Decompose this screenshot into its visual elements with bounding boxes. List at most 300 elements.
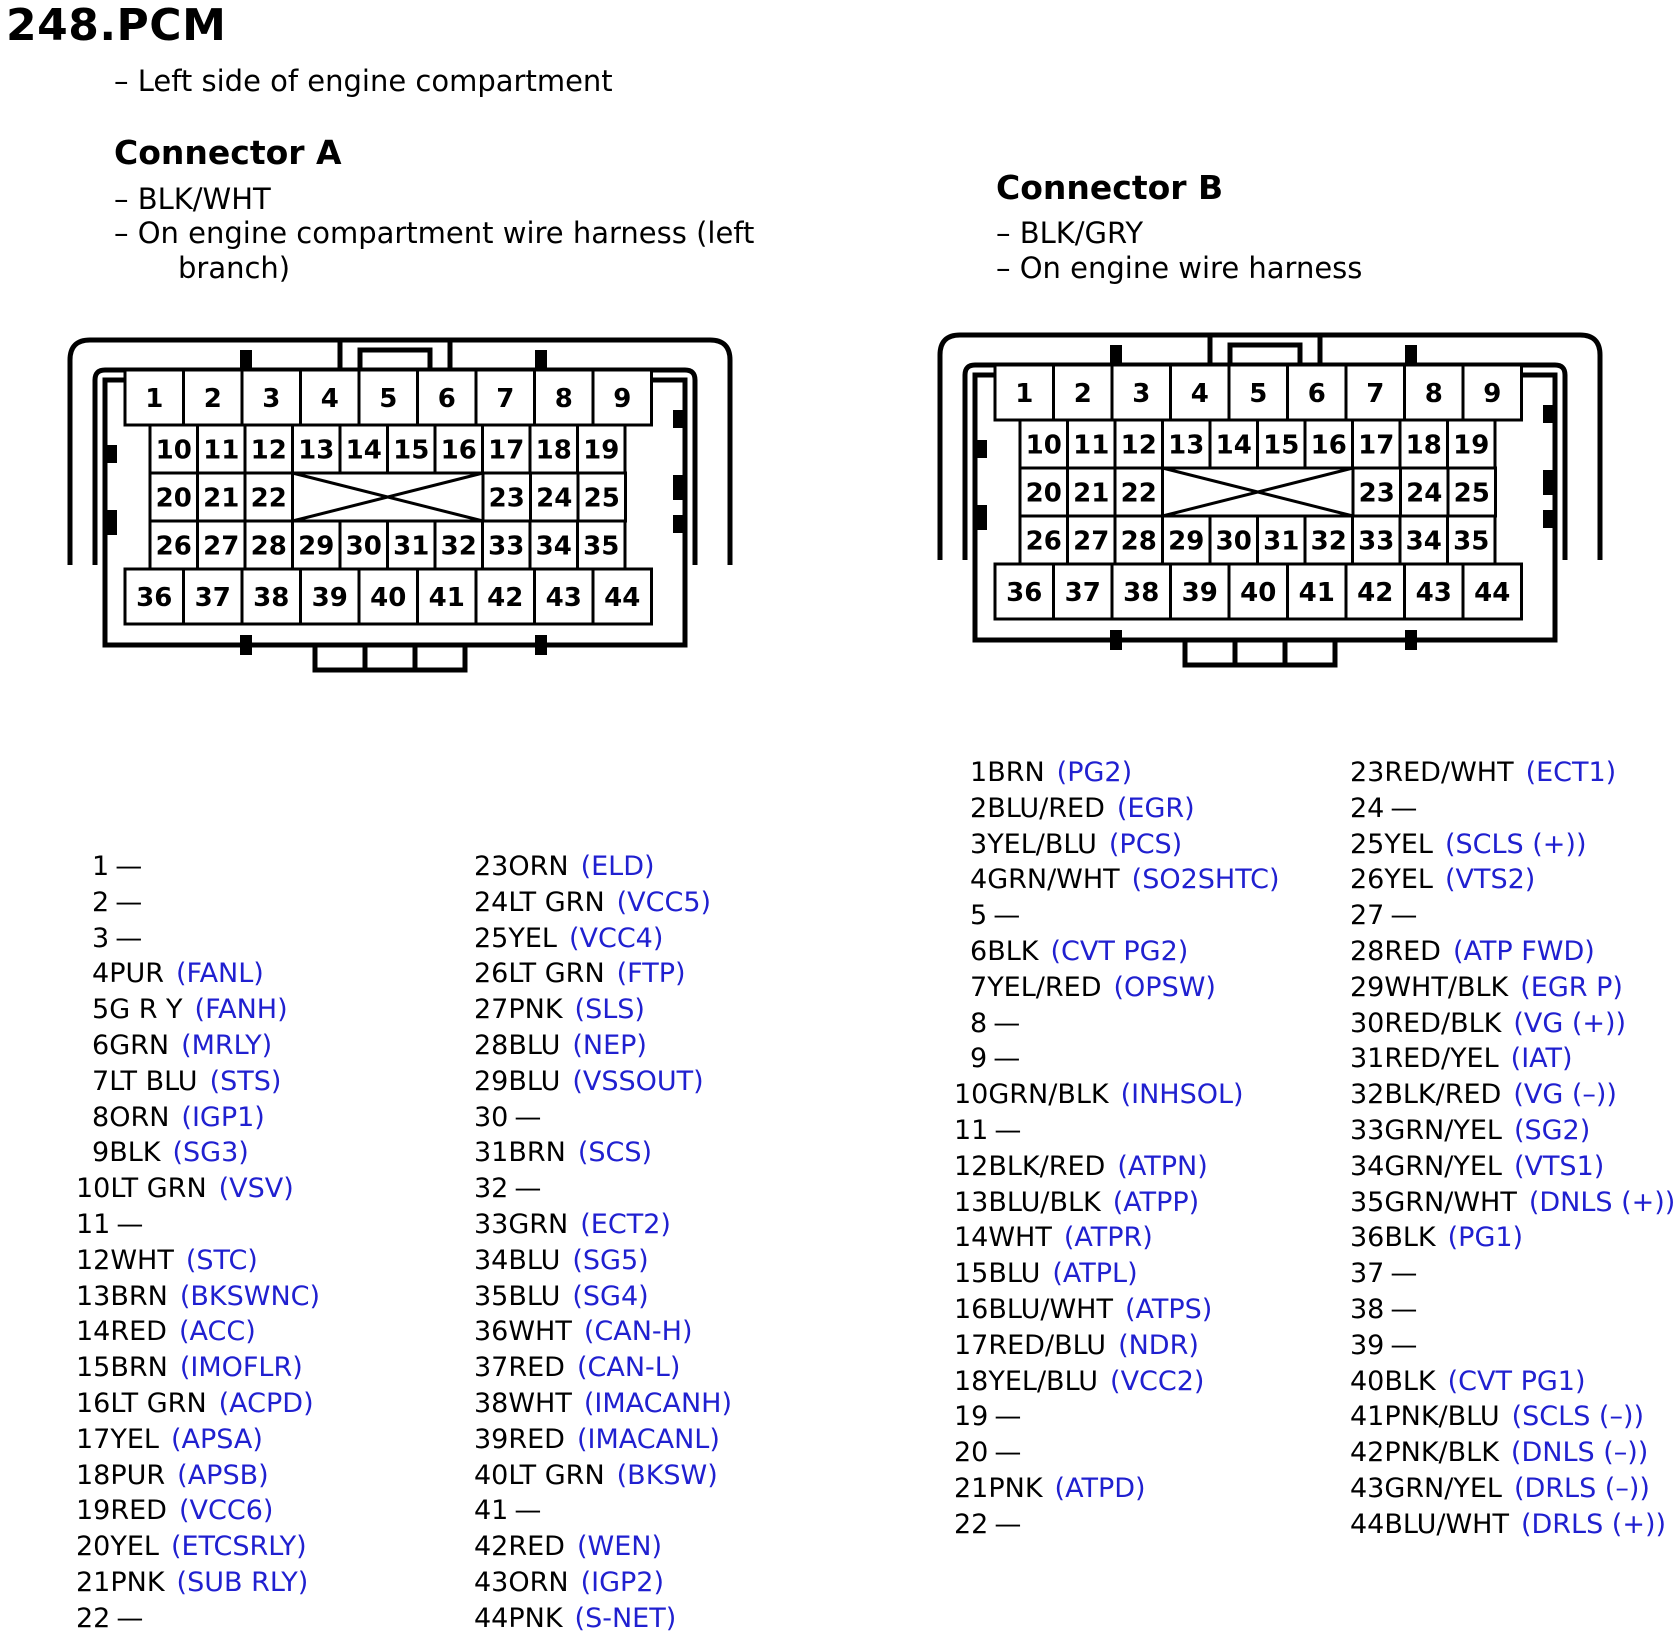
pin-label: 4 xyxy=(320,383,339,414)
pin-label: 23 xyxy=(488,483,525,514)
pin-number: 8 xyxy=(970,1007,988,1039)
wire-color: PUR xyxy=(110,1459,166,1491)
wire-color: BLK/RED xyxy=(988,1150,1106,1182)
pin-label: 33 xyxy=(488,531,525,562)
pin-row xyxy=(1350,1292,1675,1328)
signal-name: (ELD) xyxy=(580,851,655,882)
pin-label: 6 xyxy=(1307,378,1326,409)
pin-row xyxy=(76,1529,320,1565)
wire-color: ORN xyxy=(109,1101,170,1133)
pin-label: 33 xyxy=(1358,526,1395,557)
wire-color: RED/BLU xyxy=(988,1329,1107,1361)
pin-row xyxy=(76,1171,320,1207)
signal-name: (IGP1) xyxy=(181,1101,265,1133)
pin-row xyxy=(76,1458,320,1494)
wire-color: BLU xyxy=(508,1065,561,1097)
pin-number: 28 xyxy=(474,1029,509,1061)
pin-row xyxy=(76,1493,320,1529)
empty-pin-dash: — xyxy=(1390,1258,1418,1290)
empty-pin-dash: — xyxy=(1390,900,1418,932)
pin-row xyxy=(76,1422,320,1458)
pin-label: 18 xyxy=(1405,430,1442,461)
pin-number: 26 xyxy=(1350,864,1385,896)
wire-color: PNK xyxy=(508,994,563,1026)
pin-row xyxy=(954,827,1280,863)
location-note: – Left side of engine compartment xyxy=(114,64,613,98)
pin-label: 28 xyxy=(1120,526,1157,557)
pin-label: 22 xyxy=(250,483,287,514)
pin-label: 40 xyxy=(1240,577,1277,608)
pin-row xyxy=(954,755,1280,791)
empty-pin-dash: — xyxy=(514,1495,542,1527)
pin-label: 21 xyxy=(203,483,240,514)
wire-color: BLU xyxy=(508,1280,561,1312)
wire-color: RED xyxy=(508,1352,565,1384)
pin-number: 18 xyxy=(76,1459,111,1491)
pin-number: 9 xyxy=(970,1043,988,1075)
pin-label: 41 xyxy=(428,582,465,613)
pin-row xyxy=(1350,791,1675,827)
pin-number: 38 xyxy=(474,1387,509,1419)
connector-a-pin-list-left xyxy=(76,849,320,1637)
pin-row xyxy=(1350,1185,1675,1221)
wire-color: PNK xyxy=(508,1602,563,1634)
wire-color: GRN/BLK xyxy=(988,1079,1109,1111)
signal-name: (OPSW) xyxy=(1113,971,1216,1003)
pin-label: 7 xyxy=(1366,378,1385,409)
empty-pin-dash: — xyxy=(115,886,143,918)
pin-number: 23 xyxy=(474,851,509,882)
wire-color: GRN xyxy=(508,1208,569,1240)
pin-label: 20 xyxy=(1025,478,1062,509)
pin-row xyxy=(954,1471,1280,1507)
wire-color: YEL/BLU xyxy=(987,828,1097,860)
wire-color: GRN/YEL xyxy=(1384,1150,1502,1182)
pin-number: 13 xyxy=(76,1280,111,1312)
tick xyxy=(240,350,252,368)
pin-number: 19 xyxy=(954,1401,989,1433)
signal-name: (IGP2) xyxy=(580,1566,664,1598)
pin-number: 33 xyxy=(474,1208,509,1240)
side-notch xyxy=(1543,405,1555,423)
signal-name: (SCLS (–)) xyxy=(1511,1401,1645,1433)
signal-name: (IMACANL) xyxy=(576,1423,720,1455)
pin-label: 1 xyxy=(1015,378,1034,409)
pin-row xyxy=(1350,1435,1675,1471)
signal-name: (NEP) xyxy=(572,1029,647,1061)
pin-row xyxy=(76,1314,320,1350)
pin-label: 14 xyxy=(1215,430,1252,461)
pin-number: 33 xyxy=(1350,1114,1385,1146)
pin-row xyxy=(474,1207,732,1243)
connector-b-harness: – On engine wire harness xyxy=(996,251,1363,285)
pin-row xyxy=(76,1386,320,1422)
pin-number: 40 xyxy=(474,1459,509,1491)
wire-color: BLU xyxy=(508,1029,561,1061)
pin-number: 42 xyxy=(1350,1437,1385,1469)
signal-name: (SG2) xyxy=(1513,1114,1591,1146)
pin-label: 31 xyxy=(1263,526,1300,557)
pin-row xyxy=(474,849,732,885)
latch xyxy=(340,340,450,370)
signal-name: (ATPD) xyxy=(1054,1472,1146,1504)
pin-number: 35 xyxy=(474,1280,509,1312)
pin-row xyxy=(954,1113,1280,1149)
pin-row xyxy=(1350,862,1675,898)
pin-row xyxy=(474,1386,732,1422)
wire-color: BLK xyxy=(1384,1365,1436,1397)
pin-number: 20 xyxy=(76,1531,111,1563)
pin-label: 38 xyxy=(1123,577,1160,608)
signal-name: (VTS1) xyxy=(1513,1150,1605,1182)
pin-row xyxy=(474,1422,732,1458)
wire-color: WHT xyxy=(508,1387,572,1419)
pin-label: 12 xyxy=(250,435,287,466)
wire-color: RED xyxy=(110,1495,167,1527)
pin-number: 32 xyxy=(1350,1079,1385,1111)
pin-label: 23 xyxy=(1358,478,1395,509)
signal-name: (CAN-L) xyxy=(576,1352,681,1384)
wire-color: YEL xyxy=(508,922,557,954)
pin-label: 11 xyxy=(203,435,240,466)
bottom-key xyxy=(315,645,465,670)
empty-pin-dash: — xyxy=(116,1602,144,1634)
pin-number: 7 xyxy=(970,971,988,1003)
signal-name: (SO2SHTC) xyxy=(1131,864,1280,896)
pin-label: 8 xyxy=(554,383,573,414)
pin-number: 5 xyxy=(970,900,988,932)
wire-color: PUR xyxy=(109,958,164,990)
signal-name: (SG4) xyxy=(572,1280,649,1312)
pin-number: 9 xyxy=(92,1137,110,1169)
signal-name: (ACC) xyxy=(178,1316,256,1348)
pin-number: 3 xyxy=(92,922,110,954)
pin-number: 14 xyxy=(954,1222,989,1254)
pin-number: 35 xyxy=(1350,1186,1385,1218)
pin-number: 22 xyxy=(954,1508,989,1540)
pin-number: 17 xyxy=(76,1423,111,1455)
pin-number: 39 xyxy=(1350,1329,1385,1361)
wire-color: BLK xyxy=(1384,1222,1436,1254)
pin-label: 8 xyxy=(1424,378,1443,409)
signal-name: (NDR) xyxy=(1118,1329,1199,1361)
signal-name: (ECT1) xyxy=(1525,757,1617,788)
signal-name: (MRLY) xyxy=(181,1029,273,1061)
pin-number: 29 xyxy=(474,1065,509,1097)
pin-row xyxy=(474,885,732,921)
pin-number: 15 xyxy=(76,1352,111,1384)
pin-row xyxy=(954,862,1280,898)
empty-pin-dash: — xyxy=(1390,792,1418,824)
empty-pin-dash: — xyxy=(994,1508,1022,1540)
pin-label: 19 xyxy=(1453,430,1490,461)
side-notch xyxy=(1543,470,1555,495)
pin-row xyxy=(76,885,320,921)
side-notch xyxy=(673,515,685,533)
pin-row xyxy=(1350,934,1675,970)
pin-label: 29 xyxy=(1168,526,1205,557)
pin-row xyxy=(1350,970,1675,1006)
side-notch xyxy=(975,440,987,458)
tick xyxy=(1110,345,1122,363)
side-notch xyxy=(1543,510,1555,528)
pin-label: 3 xyxy=(262,383,281,414)
empty-pin-dash: — xyxy=(1390,1293,1418,1325)
signal-name: (APSA) xyxy=(170,1423,263,1455)
wire-color: LT GRN xyxy=(508,886,605,918)
pin-number: 25 xyxy=(474,922,509,954)
pin-label: 4 xyxy=(1190,378,1209,409)
signal-name: (DRLS (–)) xyxy=(1513,1472,1650,1504)
connector-a-color: – BLK/WHT xyxy=(114,182,271,216)
latch-inner xyxy=(1230,345,1300,365)
pin-row xyxy=(76,849,320,885)
wire-color: YEL xyxy=(110,1423,159,1455)
signal-name: (BKSWNC) xyxy=(179,1280,321,1312)
signal-name: (VTS2) xyxy=(1444,864,1536,896)
pin-number: 34 xyxy=(1350,1150,1385,1182)
pin-row xyxy=(76,1565,320,1601)
pin-number: 10 xyxy=(76,1173,111,1205)
wire-color: WHT xyxy=(110,1244,174,1276)
pin-label: 37 xyxy=(194,582,231,613)
pin-label: 2 xyxy=(1073,378,1092,409)
pin-row xyxy=(474,1529,732,1565)
pin-row xyxy=(1350,1113,1675,1149)
connector-a-heading: Connector A xyxy=(114,133,342,172)
pin-number: 1 xyxy=(92,851,110,882)
pin-number: 24 xyxy=(1350,792,1385,824)
pin-row xyxy=(474,992,732,1028)
pin-label: 6 xyxy=(437,383,456,414)
pin-row xyxy=(76,1601,320,1637)
empty-pin-dash: — xyxy=(115,922,143,954)
pin-label: 41 xyxy=(1298,577,1335,608)
wire-color: LT GRN xyxy=(508,958,605,990)
pin-row xyxy=(474,1493,732,1529)
pin-number: 6 xyxy=(92,1029,110,1061)
wire-color: GRN/YEL xyxy=(1384,1114,1502,1146)
pin-number: 40 xyxy=(1350,1365,1385,1397)
pin-row xyxy=(954,1006,1280,1042)
signal-name: (PG1) xyxy=(1447,1222,1524,1254)
pin-label: 3 xyxy=(1132,378,1151,409)
wire-color: BLU xyxy=(508,1244,561,1276)
pin-label: 35 xyxy=(1453,526,1490,557)
connector-b-heading: Connector B xyxy=(996,168,1224,207)
signal-name: (ACPD) xyxy=(218,1387,314,1419)
pin-number: 4 xyxy=(92,958,110,990)
pin-row xyxy=(954,1256,1280,1292)
pin-number: 17 xyxy=(954,1329,989,1361)
pin-number: 16 xyxy=(76,1387,111,1419)
wire-color: BLU xyxy=(988,1258,1041,1290)
signal-name: (APSB) xyxy=(177,1459,269,1491)
wire-color: YEL/BLU xyxy=(988,1365,1099,1397)
signal-name: (INHSOL) xyxy=(1120,1079,1244,1111)
pin-label: 28 xyxy=(250,531,287,562)
side-notch xyxy=(673,475,685,500)
signal-name: (ECT2) xyxy=(580,1208,671,1240)
signal-name: (ATPP) xyxy=(1112,1186,1200,1218)
connector-b-diagram xyxy=(930,330,1650,705)
pin-label: 1 xyxy=(145,383,164,414)
pin-label: 24 xyxy=(536,483,573,514)
pin-label: 32 xyxy=(440,531,477,562)
wire-color: BLK xyxy=(987,935,1039,967)
pin-row xyxy=(1350,1399,1675,1435)
pin-number: 43 xyxy=(1350,1472,1385,1504)
signal-name: (VG (–)) xyxy=(1513,1079,1617,1111)
pin-row xyxy=(76,1135,320,1171)
wire-color: RED xyxy=(1384,935,1441,967)
pin-label: 16 xyxy=(1310,430,1347,461)
signal-name: (STS) xyxy=(209,1065,282,1097)
pin-number: 44 xyxy=(1350,1508,1385,1540)
pin-row xyxy=(954,791,1280,827)
wire-color: GRN/YEL xyxy=(1384,1472,1502,1504)
pin-number: 5 xyxy=(92,994,110,1026)
pin-number: 34 xyxy=(474,1244,509,1276)
wire-color: WHT xyxy=(988,1222,1052,1254)
pin-number: 21 xyxy=(954,1472,989,1504)
pin-number: 6 xyxy=(970,935,988,967)
pin-row xyxy=(474,956,732,992)
pin-row xyxy=(954,1149,1280,1185)
pin-number: 32 xyxy=(474,1173,509,1205)
wire-color: RED xyxy=(508,1531,565,1563)
pin-label: 37 xyxy=(1064,577,1101,608)
pin-number: 22 xyxy=(76,1602,111,1634)
pin-label: 20 xyxy=(155,483,192,514)
signal-name: (PG2) xyxy=(1056,757,1133,788)
pin-label: 39 xyxy=(311,582,348,613)
pin-label: 7 xyxy=(496,383,515,414)
wire-color: PNK xyxy=(988,1472,1043,1504)
signal-name: (VCC6) xyxy=(178,1495,274,1527)
pin-label: 17 xyxy=(488,435,525,466)
pin-number: 12 xyxy=(954,1150,989,1182)
pin-number: 2 xyxy=(92,886,110,918)
pin-number: 25 xyxy=(1350,828,1385,860)
pin-label: 16 xyxy=(440,435,477,466)
signal-name: (ATPL) xyxy=(1052,1258,1138,1290)
pin-row xyxy=(1350,1149,1675,1185)
side-notch xyxy=(105,510,117,535)
pin-label: 10 xyxy=(1025,430,1062,461)
pin-number: 41 xyxy=(474,1495,509,1527)
pin-number: 38 xyxy=(1350,1293,1385,1325)
wire-color: ORN xyxy=(508,1566,569,1598)
pin-label: 40 xyxy=(370,582,407,613)
wire-color: BRN xyxy=(508,1137,566,1169)
pin-label: 13 xyxy=(1168,430,1205,461)
signal-name: (FANL) xyxy=(176,958,264,990)
signal-name: (SG5) xyxy=(572,1244,649,1276)
pin-label: 44 xyxy=(604,582,641,613)
wire-color: YEL xyxy=(1384,864,1433,896)
pin-row xyxy=(474,1100,732,1136)
wire-color: YEL xyxy=(110,1531,159,1563)
pin-number: 27 xyxy=(474,994,509,1026)
pin-row xyxy=(954,1220,1280,1256)
empty-pin-dash: — xyxy=(115,851,143,882)
pin-label: 30 xyxy=(1215,526,1252,557)
pin-row xyxy=(1350,1256,1675,1292)
pin-number: 21 xyxy=(76,1566,111,1598)
pin-label: 27 xyxy=(1073,526,1110,557)
pin-label: 32 xyxy=(1310,526,1347,557)
pin-row xyxy=(474,1279,732,1315)
pin-row xyxy=(474,1458,732,1494)
tick xyxy=(535,350,547,368)
connector-b-pin-list-left xyxy=(954,755,1280,1543)
signal-name: (SUB RLY) xyxy=(176,1566,309,1598)
empty-pin-dash: — xyxy=(116,1208,144,1240)
signal-name: (S-NET) xyxy=(574,1602,677,1634)
latch-inner xyxy=(360,350,430,370)
pin-number: 39 xyxy=(474,1423,509,1455)
empty-pin-dash: — xyxy=(993,1007,1021,1039)
wire-color: PNK xyxy=(110,1566,165,1598)
empty-pin-dash: — xyxy=(993,1043,1021,1075)
empty-pin-dash: — xyxy=(994,1401,1022,1433)
pin-row xyxy=(76,1243,320,1279)
empty-pin-dash: — xyxy=(994,1114,1022,1146)
pin-row xyxy=(1350,827,1675,863)
signal-name: (ATPS) xyxy=(1124,1293,1213,1325)
pin-row xyxy=(76,956,320,992)
pin-label: 9 xyxy=(1483,378,1502,409)
wire-color: RED xyxy=(110,1316,167,1348)
pin-number: 30 xyxy=(1350,1007,1385,1039)
pin-number: 44 xyxy=(474,1602,509,1634)
wire-color: ORN xyxy=(508,851,569,882)
pin-number: 1 xyxy=(970,757,988,788)
pin-row xyxy=(1350,1077,1675,1113)
pin-row xyxy=(474,1314,732,1350)
pin-row xyxy=(1350,898,1675,934)
pin-row xyxy=(1350,1220,1675,1256)
pin-number: 23 xyxy=(1350,757,1385,788)
pin-label: 26 xyxy=(1025,526,1062,557)
page-title: 248.PCM xyxy=(6,0,227,51)
wire-color: YEL/RED xyxy=(987,971,1102,1003)
pin-label: 42 xyxy=(487,582,524,613)
pin-row xyxy=(954,970,1280,1006)
wire-color: BLU/RED xyxy=(987,792,1105,824)
pin-number: 27 xyxy=(1350,900,1385,932)
connector-a-harness-cont: branch) xyxy=(178,251,291,285)
empty-pin-dash: — xyxy=(993,900,1021,932)
empty-pin-dash: — xyxy=(994,1437,1022,1469)
pin-row xyxy=(76,1100,320,1136)
pin-label: 10 xyxy=(155,435,192,466)
pin-label: 25 xyxy=(1453,478,1490,509)
pin-label: 17 xyxy=(1358,430,1395,461)
wire-color: GRN xyxy=(109,1029,170,1061)
pin-label: 42 xyxy=(1357,577,1394,608)
pin-number: 13 xyxy=(954,1186,989,1218)
wire-color: GRN/WHT xyxy=(987,864,1120,896)
pin-label: 22 xyxy=(1120,478,1157,509)
signal-name: (ATPR) xyxy=(1063,1222,1153,1254)
tick xyxy=(1110,630,1122,650)
pin-row xyxy=(474,1243,732,1279)
bottom-key xyxy=(1185,640,1335,665)
latch xyxy=(1210,335,1320,365)
connector-b-color: – BLK/GRY xyxy=(996,216,1144,250)
